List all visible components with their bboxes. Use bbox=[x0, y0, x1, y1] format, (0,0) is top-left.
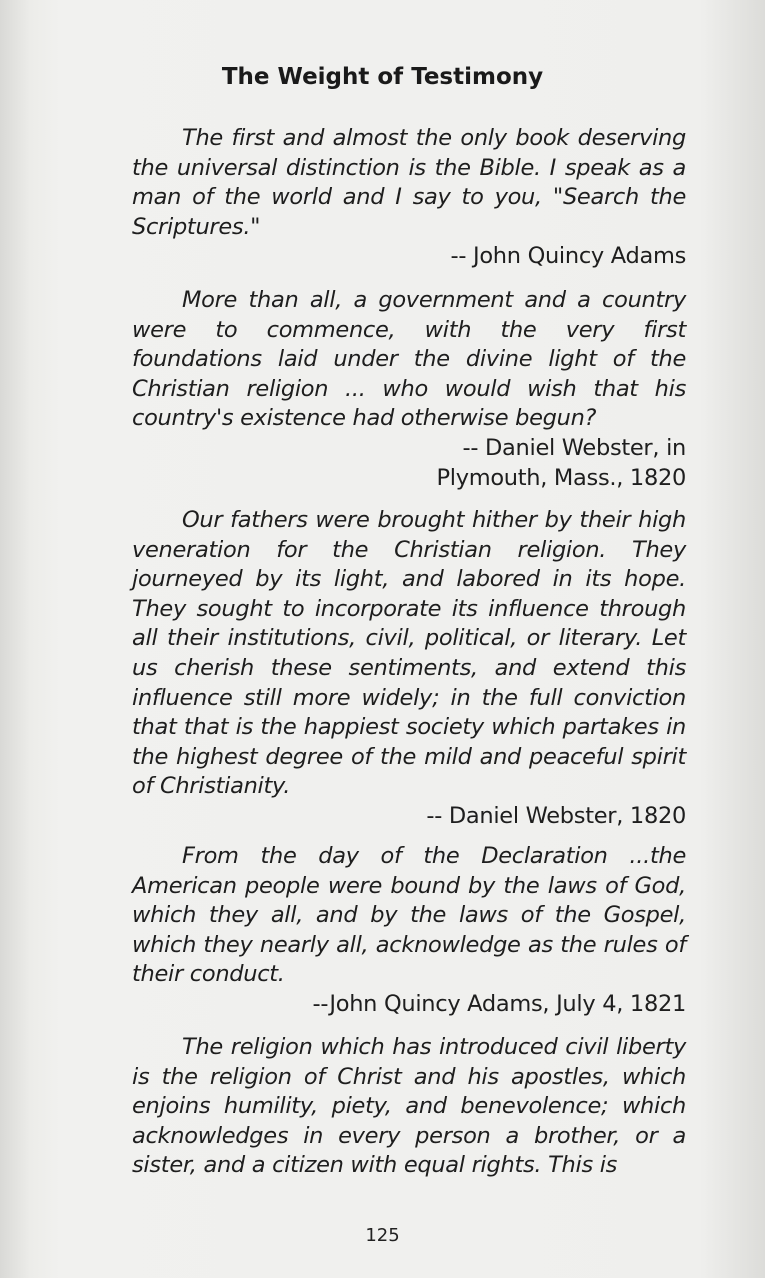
page-title: The Weight of Testimony bbox=[221, 64, 544, 90]
quote-text: The first and almost the only book deserving the universal distinction is the Bible. I speak as a man of the world and I say to you, "Search the Scriptures." bbox=[132, 125, 686, 240]
page-number: 125 bbox=[365, 1225, 400, 1246]
quote-attribution: -- John Quincy Adams bbox=[450, 243, 686, 270]
quote-text: Our fathers were brought hither by their high veneration for the Christian religion. They journeyed by its light, and labored in its hope. They sought to incorporate its influence through all their institutions, civil, political, or literary. Let us cherish these sentiments, and extend this influence still more widely; in the full conviction that that is the happiest society which partakes in the highest degree of the mild and peaceful spirit of Christianity. bbox=[132, 507, 686, 800]
quote-text: The religion which has introduced civil liberty is the religion of Christ and his apostles, which enjoins humility, piety, and benevolence; which acknowledges in every person a brother, or a sister, and a citizen with equal rights. This is bbox=[132, 1034, 686, 1179]
quote-text: From the day of the Declaration ...the American people were bound by the laws of God, which they all, and by the laws of the Gospel, which they nearly all, acknowledge as the rules of their conduct. bbox=[132, 843, 686, 988]
quote-text: More than all, a government and a country were to commence, with the very first foundations laid under the divine light of the Christian religion ... who would wish that his country's existence had otherwise begun? bbox=[132, 287, 686, 432]
quote-5 bbox=[132, 1033, 686, 1181]
quote-3 bbox=[132, 506, 686, 832]
quote-attribution: -- Daniel Webster, 1820 bbox=[426, 802, 686, 829]
quote-attribution: --John Quincy Adams, July 4, 1821 bbox=[312, 990, 686, 1017]
quote-attribution: Plymouth, Mass., 1820 bbox=[436, 464, 686, 491]
quote-2 bbox=[132, 286, 686, 493]
quote-1 bbox=[132, 124, 686, 272]
quote-4 bbox=[132, 842, 686, 1020]
quote-attribution: -- Daniel Webster, in bbox=[462, 434, 686, 461]
